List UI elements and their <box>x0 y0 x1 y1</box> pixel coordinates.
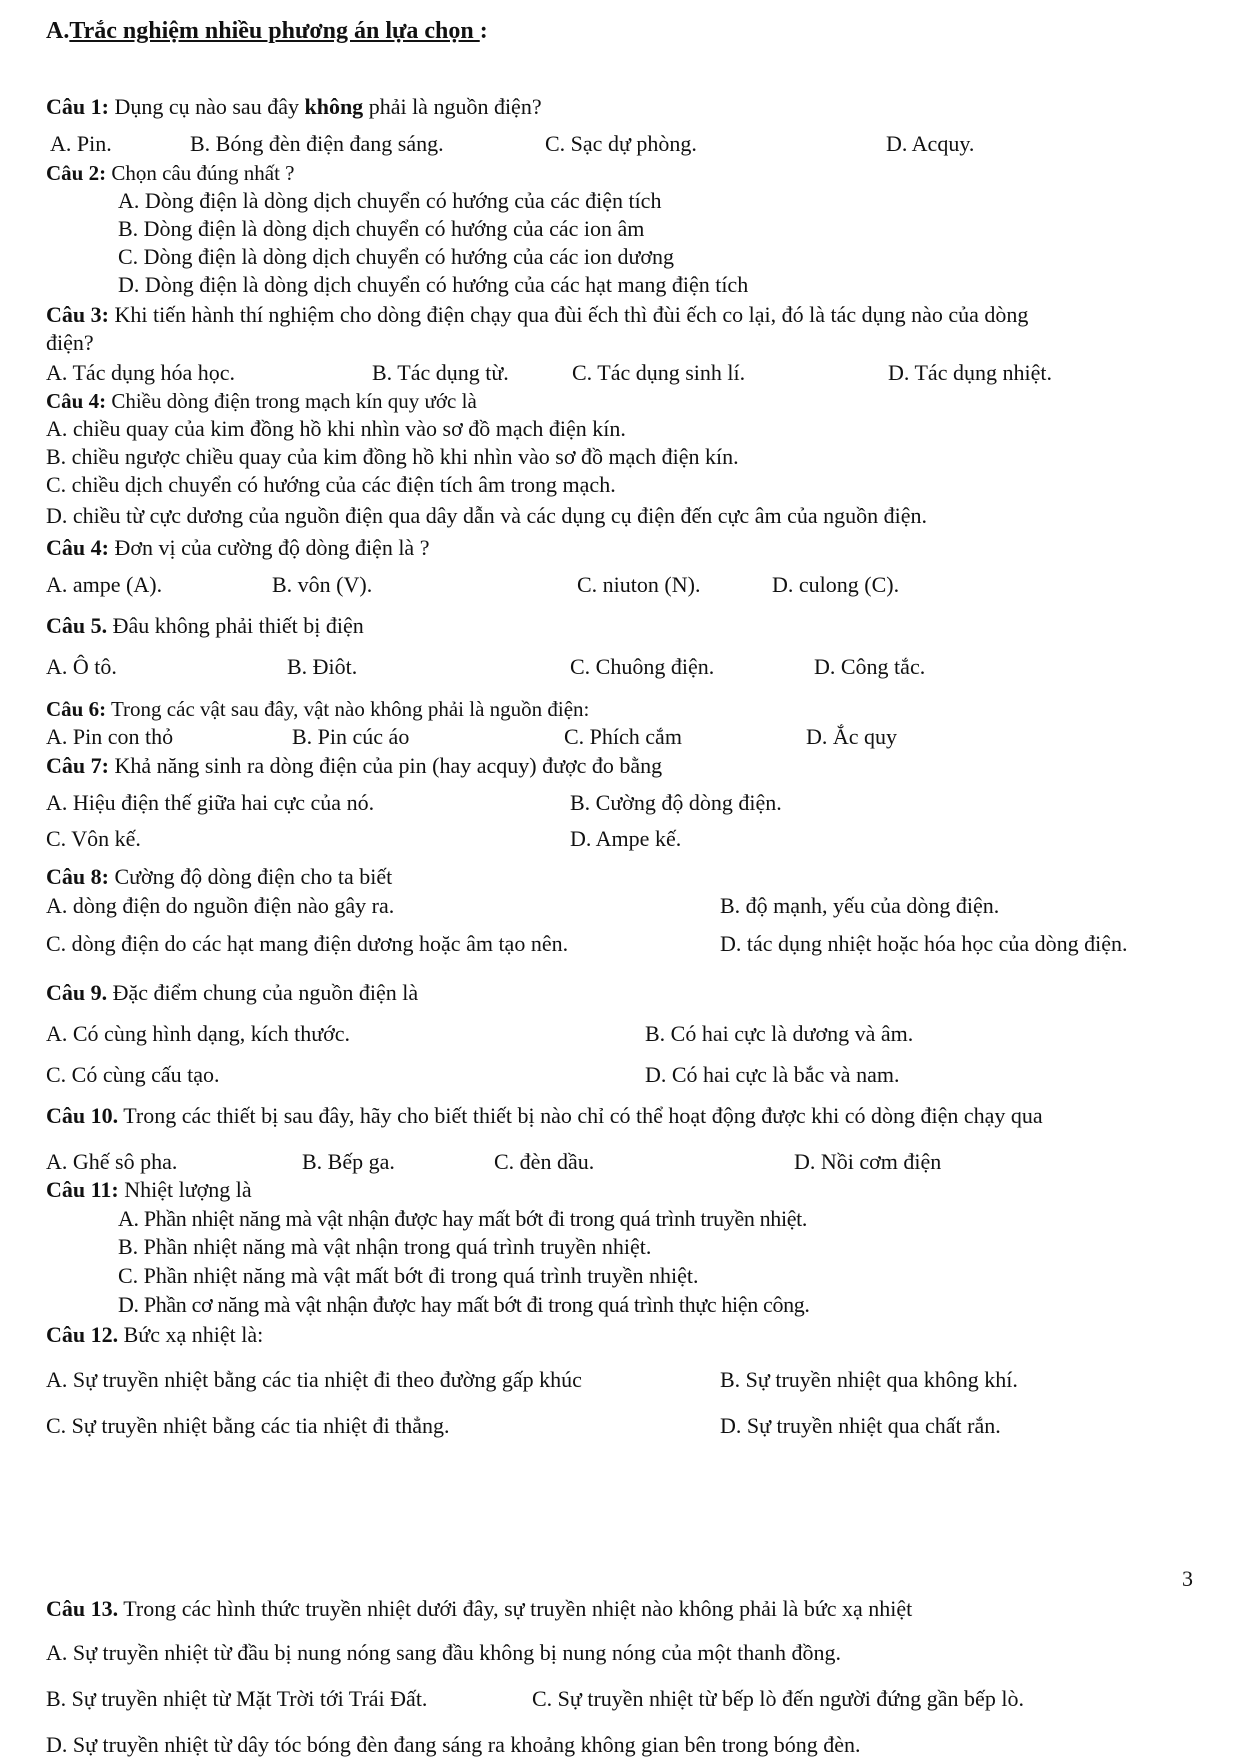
question-3 <box>46 302 1028 328</box>
option-d: D. chiều từ cực dương của nguồn điện qua dây dẫn và các dụng cụ điện đến cực âm của nguồn điện. <box>46 503 927 528</box>
question-5 <box>46 613 364 639</box>
option-c: C. Có cùng cấu tạo. <box>46 1062 220 1087</box>
question-12 <box>46 1322 263 1348</box>
option-b: B. Bếp ga. <box>302 1149 395 1174</box>
option-c: C. Chuông điện. <box>570 654 715 679</box>
option-c: C. đèn dầu. <box>494 1149 595 1174</box>
question-text: Chiều dòng điện trong mạch kín quy ước là <box>106 389 477 413</box>
question-text: phải là nguồn điện? <box>363 94 542 119</box>
option-d: D. Công tắc. <box>814 654 926 679</box>
option-b: B. độ mạnh, yếu của dòng điện. <box>720 893 1000 918</box>
question-8 <box>46 864 392 890</box>
option-a: A. Tác dụng hóa học. <box>46 360 235 385</box>
option-b: B. vôn (V). <box>272 572 373 597</box>
question-text: Đặc điểm chung của nguồn điện là <box>107 980 419 1005</box>
option-c: C. chiều dịch chuyển có hướng của các điện tích âm trong mạch. <box>46 472 616 497</box>
option-d: D. Phần cơ năng mà vật nhận được hay mất bớt đi trong quá trình thực hiện công. <box>118 1292 810 1317</box>
question-text: Đâu không phải thiết bị điện <box>107 613 364 638</box>
option-b: B. Pin cúc áo <box>292 724 410 749</box>
question-label: Câu 7: <box>46 753 109 778</box>
question-label: Câu 4: <box>46 535 109 560</box>
option-d: D. tác dụng nhiệt hoặc hóa học của dòng điện. <box>720 931 1128 956</box>
question-text: Cường độ dòng điện cho ta biết <box>108 864 393 889</box>
question-label: Câu 2: <box>46 161 107 185</box>
option-b: B. Bóng đèn điện đang sáng. <box>190 131 444 156</box>
question-text: Trong các vật sau đây, vật nào không phải là nguồn điện: <box>106 697 590 721</box>
option-b: B. Điôt. <box>287 654 358 679</box>
question-text: Khi tiến hành thí nghiệm cho dòng điện chạy qua đùi ếch thì đùi ếch co lại, đó là tác dụng nào của dòng <box>108 302 1029 327</box>
option-a: A. Phần nhiệt năng mà vật nhận được hay mất bớt đi trong quá trình truyền nhiệt. <box>118 1206 808 1231</box>
question-text: Chọn câu đúng nhất ? <box>106 161 295 185</box>
question-4b <box>46 535 429 561</box>
question-label: Câu 13. <box>46 1596 119 1621</box>
question-bold-word: không <box>304 94 364 119</box>
question-1 <box>46 94 542 120</box>
option-a: A. Có cùng hình dạng, kích thước. <box>46 1021 351 1046</box>
option-c: C. Vôn kế. <box>46 826 141 851</box>
heading-title: Trắc nghiệm nhiều phương án lựa chọn <box>69 18 480 44</box>
question-4 <box>46 388 477 414</box>
heading-colon: : <box>479 18 488 44</box>
question-text: Nhiệt lượng là <box>118 1177 252 1202</box>
question-label: Câu 9. <box>46 980 108 1005</box>
option-d: D. Nồi cơm điện <box>794 1149 942 1174</box>
question-text: Trong các thiết bị sau đây, hãy cho biết thiết bị nào chỉ có thể hoạt động được khi có dòng điện chạy qua <box>118 1103 1043 1128</box>
option-a: A. Dòng điện là dòng dịch chuyển có hướng của các điện tích <box>118 188 662 213</box>
option-d: D. Có hai cực là bắc và nam. <box>645 1062 900 1087</box>
option-a: A. chiều quay của kim đồng hồ khi nhìn vào sơ đồ mạch điện kín. <box>46 416 626 441</box>
question-text: Đơn vị của cường độ dòng điện là ? <box>108 535 430 560</box>
question-7 <box>46 753 662 779</box>
option-b: B. Phần nhiệt năng mà vật nhận trong quá trình truyền nhiệt. <box>118 1234 652 1259</box>
option-a: A. Hiệu điện thế giữa hai cực của nó. <box>46 790 375 815</box>
heading-prefix: A. <box>46 18 70 44</box>
question-6 <box>46 696 589 722</box>
option-a: A. ampe (A). <box>46 572 163 597</box>
question-text: Bức xạ nhiệt là: <box>118 1322 264 1347</box>
option-d: D. Sự truyền nhiệt qua chất rắn. <box>720 1413 1001 1438</box>
option-c: C. Tác dụng sinh lí. <box>572 360 746 385</box>
question-label: Câu 11: <box>46 1177 119 1202</box>
page-number: 3 <box>1182 1566 1193 1591</box>
question-label: Câu 6: <box>46 697 107 721</box>
option-d: D. Ắc quy <box>806 724 898 749</box>
option-c: C. Sự truyền nhiệt từ bếp lò đến người đứng gần bếp lò. <box>532 1686 1024 1711</box>
option-b: B. Tác dụng từ. <box>372 360 509 385</box>
question-text: Trong các hình thức truyền nhiệt dưới đây, sự truyền nhiệt nào không phải là bức xạ nhiệt <box>118 1596 913 1621</box>
option-c: C. niuton (N). <box>577 572 701 597</box>
option-a: A. dòng điện do nguồn điện nào gây ra. <box>46 893 395 918</box>
question-11 <box>46 1177 252 1203</box>
question-label: Câu 5. <box>46 613 108 638</box>
question-2 <box>46 160 294 186</box>
question-9 <box>46 980 418 1006</box>
option-b: B. chiều ngược chiều quay của kim đồng hồ khi nhìn vào sơ đồ mạch điện kín. <box>46 444 739 469</box>
option-b: B. Có hai cực là dương và âm. <box>645 1021 914 1046</box>
option-b: B. Cường độ dòng điện. <box>570 790 782 815</box>
option-c: C. Sự truyền nhiệt bằng các tia nhiệt đi thẳng. <box>46 1413 450 1438</box>
option-d: D. Tác dụng nhiệt. <box>888 360 1052 385</box>
question-text: Dụng cụ nào sau đây <box>108 94 305 119</box>
option-c: C. Phích cắm <box>564 724 682 749</box>
option-a: A. Sự truyền nhiệt bằng các tia nhiệt đi theo đường gấp khúc <box>46 1367 582 1392</box>
option-c: C. Phần nhiệt năng mà vật mất bớt đi trong quá trình truyền nhiệt. <box>118 1263 699 1288</box>
option-a: A. Pin con thỏ <box>46 724 174 749</box>
question-text-continued: điện? <box>46 330 94 355</box>
question-label: Câu 4: <box>46 389 107 413</box>
question-13 <box>46 1596 912 1622</box>
question-label: Câu 8: <box>46 864 109 889</box>
option-b: B. Dòng điện là dòng dịch chuyển có hướng của các ion âm <box>118 216 645 241</box>
question-10 <box>46 1103 1043 1129</box>
option-d: D. culong (C). <box>772 572 900 597</box>
question-label: Câu 12. <box>46 1322 119 1347</box>
question-label: Câu 1: <box>46 94 109 119</box>
option-d: D. Ampe kế. <box>570 826 682 851</box>
option-b: B. Sự truyền nhiệt qua không khí. <box>720 1367 1018 1392</box>
option-b: B. Sự truyền nhiệt từ Mặt Trời tới Trái Đất. <box>46 1686 428 1711</box>
option-a: A. Sự truyền nhiệt từ đầu bị nung nóng sang đầu không bị nung nóng của một thanh đồng. <box>46 1640 841 1665</box>
option-c: C. dòng điện do các hạt mang điện dương hoặc âm tạo nên. <box>46 931 569 956</box>
option-c: C. Sạc dự phòng. <box>545 131 697 156</box>
option-a: A. Ghế sô pha. <box>46 1149 178 1174</box>
option-c: C. Dòng điện là dòng dịch chuyển có hướng của các ion dương <box>118 244 675 269</box>
section-heading <box>46 18 488 44</box>
option-a: A. Ô tô. <box>46 654 117 679</box>
question-label: Câu 10. <box>46 1103 119 1128</box>
option-d: D. Dòng điện là dòng dịch chuyển có hướng của các hạt mang điện tích <box>118 272 749 297</box>
question-text: Khả năng sinh ra dòng điện của pin (hay acquy) được đo bằng <box>108 753 663 778</box>
option-a: A. Pin. <box>50 131 112 156</box>
option-d: D. Sự truyền nhiệt từ dây tóc bóng đèn đang sáng ra khoảng không gian bên trong bóng đèn. <box>46 1732 861 1757</box>
option-d: D. Acquy. <box>886 131 975 156</box>
question-label: Câu 3: <box>46 302 109 327</box>
